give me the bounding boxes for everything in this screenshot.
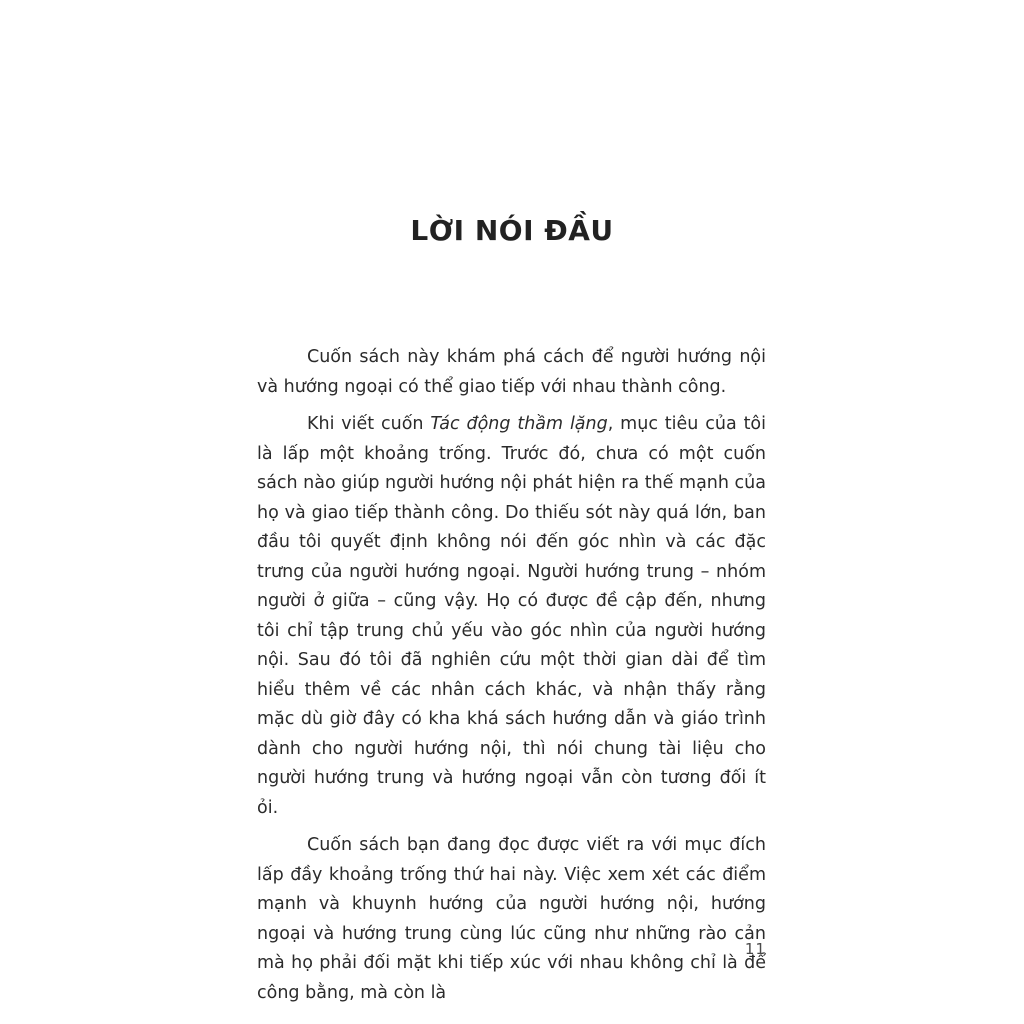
- paragraph-3: Cuốn sách bạn đang đọc được viết ra với mục đích lấp đầy khoảng trống thứ hai này. Việc xem xét các điểm mạnh và khuynh hướng của người hướng nội, hướng ngoại và hướng trung cùng lúc cũng như những rào cản mà họ phải đối mặt khi tiếp xúc với nhau không chỉ là để công bằng, mà còn là: [257, 835, 766, 1003]
- paragraph-2-lead: Khi viết cuốn: [307, 414, 431, 434]
- book-title-italic: Tác động thầm lặng: [430, 414, 608, 434]
- chapter-title: LỜI NÓI ĐẦU: [410, 214, 614, 247]
- body-text: [257, 343, 766, 1008]
- paragraph-2: [257, 410, 766, 823]
- paragraph-1: Cuốn sách này khám phá cách để người hướng nội và hướng ngoại có thể giao tiếp với nhau thành công.: [257, 347, 766, 397]
- page-number: 11: [744, 940, 766, 958]
- paragraph-2-rest: , mục tiêu của tôi là lấp một khoảng trống. Trước đó, chưa có một cuốn sách nào giúp người hướng nội phát hiện ra thế mạnh của họ và giao tiếp thành công. Do thiếu sót này quá lớn, ban đầu tôi quyết định không nói đến góc nhìn và các đặc trưng của người hướng ngoại. Người hướng trung – nhóm người ở giữa – cũng vậy. Họ có được đề cập đến, nhưng tôi chỉ tập trung chủ yếu vào góc nhìn của người hướng nội. Sau đó tôi đã nghiên cứu một thời gian dài để tìm hiểu thêm về các nhân cách khác, và nhận thấy rằng mặc dù giờ đây có kha khá sách hướng dẫn và giáo trình dành cho người hướng nội, thì nói chung tài liệu cho người hướng trung và hướng ngoại vẫn còn tương đối ít ỏi.: [257, 414, 766, 818]
